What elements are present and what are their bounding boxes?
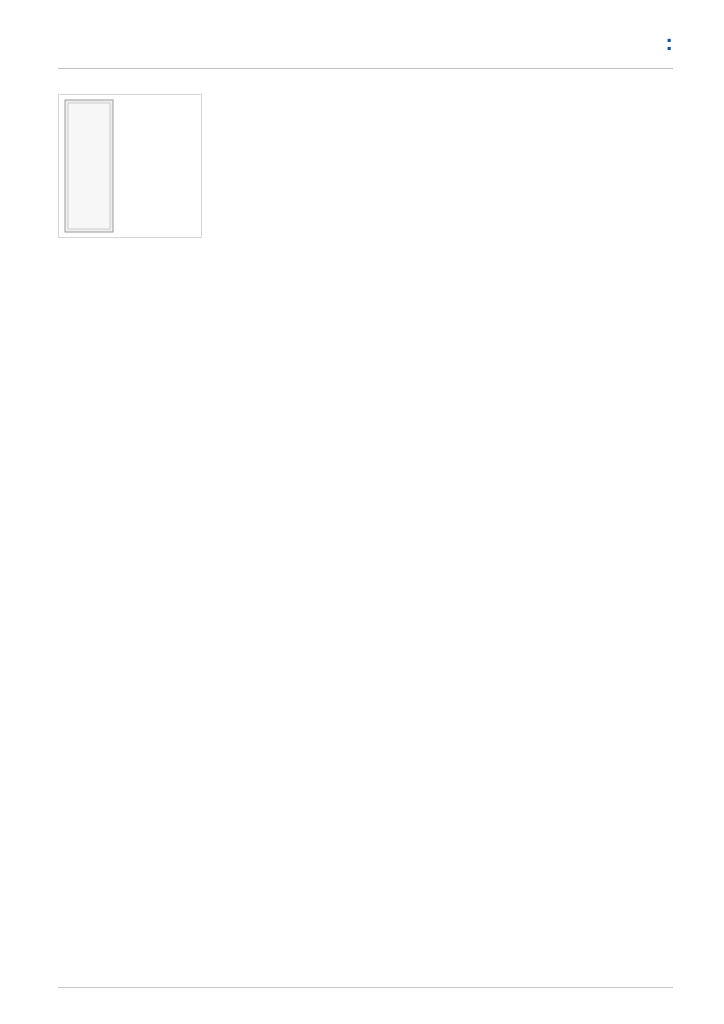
datasheet-main <box>217 96 673 140</box>
hager-logo: : <box>665 30 672 55</box>
page-header <box>58 22 673 68</box>
product-image <box>58 94 202 238</box>
footer-divider <box>58 987 673 988</box>
enclosure-illustration <box>59 95 201 237</box>
header-divider <box>58 68 673 69</box>
product-description <box>217 96 673 110</box>
technical-properties-heading <box>217 127 673 140</box>
